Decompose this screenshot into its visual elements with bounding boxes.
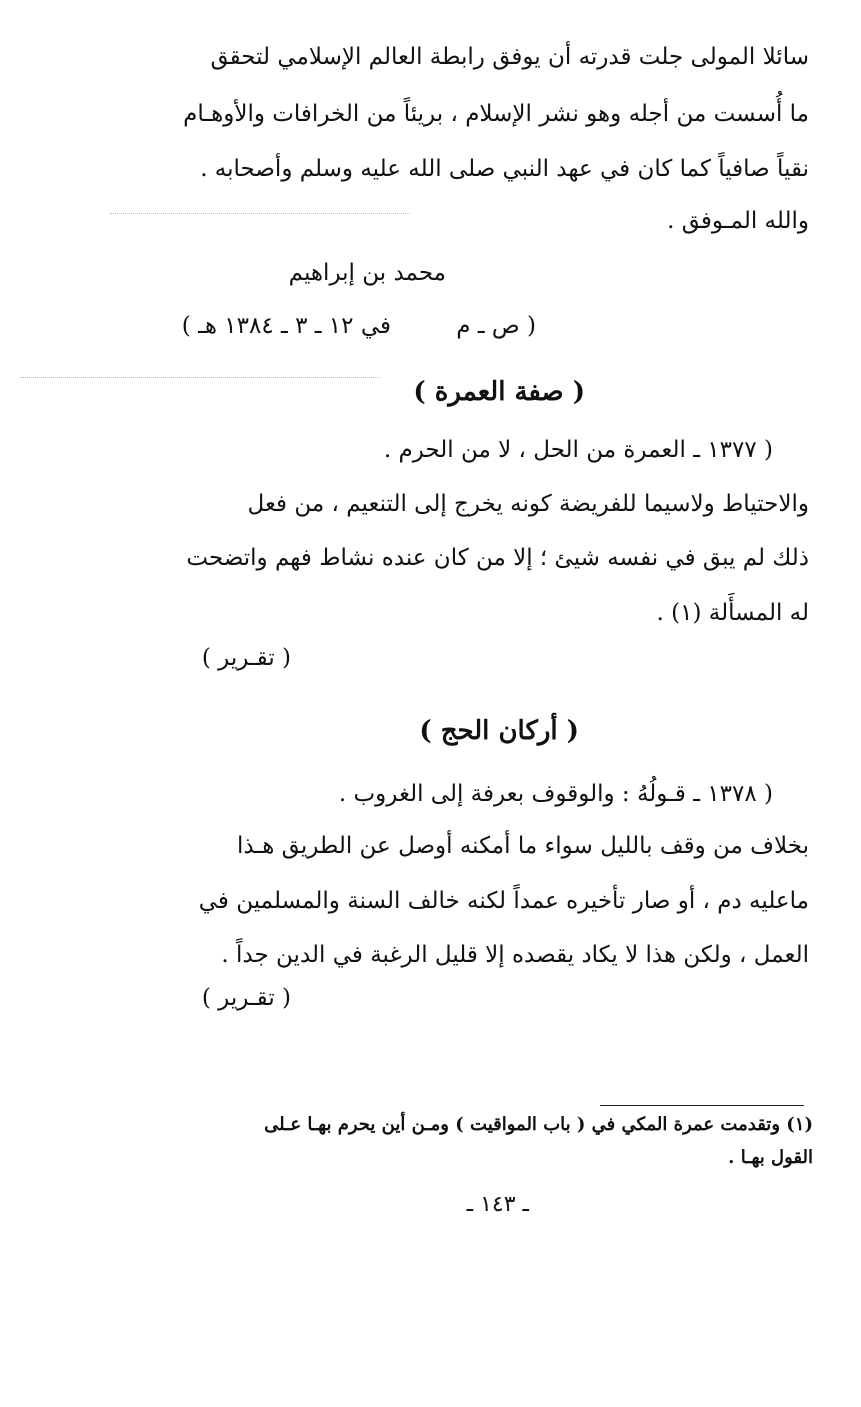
intro-line-2: ما أُسست من أجله وهو نشر الإسلام ، بريئاً من الخرافات والأوهـام [183,101,809,127]
scan-speck [20,377,380,379]
intro-line-3: نقياً صافياً كما كان في عهد النبي صلى الله عليه وسلم وأصحابه . [200,156,809,182]
signature-ref: ( ص ـ م [456,313,536,339]
umrah-source: ( تقـرير ) [201,645,291,671]
hajj-body-line-3: العمل ، ولكن هذا لا يكاد يقصده إلا قليل الرغبة في الدين جداً . [221,942,809,968]
umrah-body-line-2: ذلك لم يبق في نفسه شيئ ؛ إلا من كان عنده نشاط فهم واتضحت [186,545,809,571]
intro-line-1: سائلا المولى جلت قدرته أن يوفق رابطة العالم الإسلامي لتحقق [210,44,809,70]
page-number: ـ ١٤٣ ـ [466,1192,529,1217]
hajj-body-line-1: بخلاف من وقف بالليل سواء ما أمكنه أوصل عن الطريق هـذا [237,833,809,859]
umrah-body-line-1: والاحتياط ولاسيما للفريضة كونه يخرج إلى التنعيم ، من فعل [247,491,809,517]
scan-speck [110,213,410,215]
footnote-line-1: (١) وتقدمت عمرة المكي في ( باب المواقيت ) ومـن أين يحرم بهـا عـلى [264,1114,813,1135]
hajj-item: ( ١٣٧٨ ـ قـولُهُ : والوقوف بعرفة إلى الغروب . [338,781,773,807]
umrah-item: ( ١٣٧٧ ـ العمرة من الحل ، لا من الحرم . [383,437,773,463]
footnote-separator [600,1105,804,1106]
section-heading-umrah: ( صفة العمرة ) [413,377,585,407]
hajj-body-line-2: ماعليه دم ، أو صار تأخيره عمداً لكنه خالف السنة والمسلمين في [198,888,809,914]
intro-line-4: والله المـوفق . [667,208,809,234]
umrah-body-line-3: له المسأَلة (١) . [656,600,809,626]
signature-name: محمد بن إبراهيم [288,260,446,286]
footnote-line-2: القول بهـا . [728,1147,813,1168]
section-heading-hajj: ( أركان الحج ) [419,716,579,746]
hajj-source: ( تقـرير ) [201,985,291,1011]
signature-date: في ١٢ ـ ٣ ـ ١٣٨٤ هـ ) [181,313,391,339]
